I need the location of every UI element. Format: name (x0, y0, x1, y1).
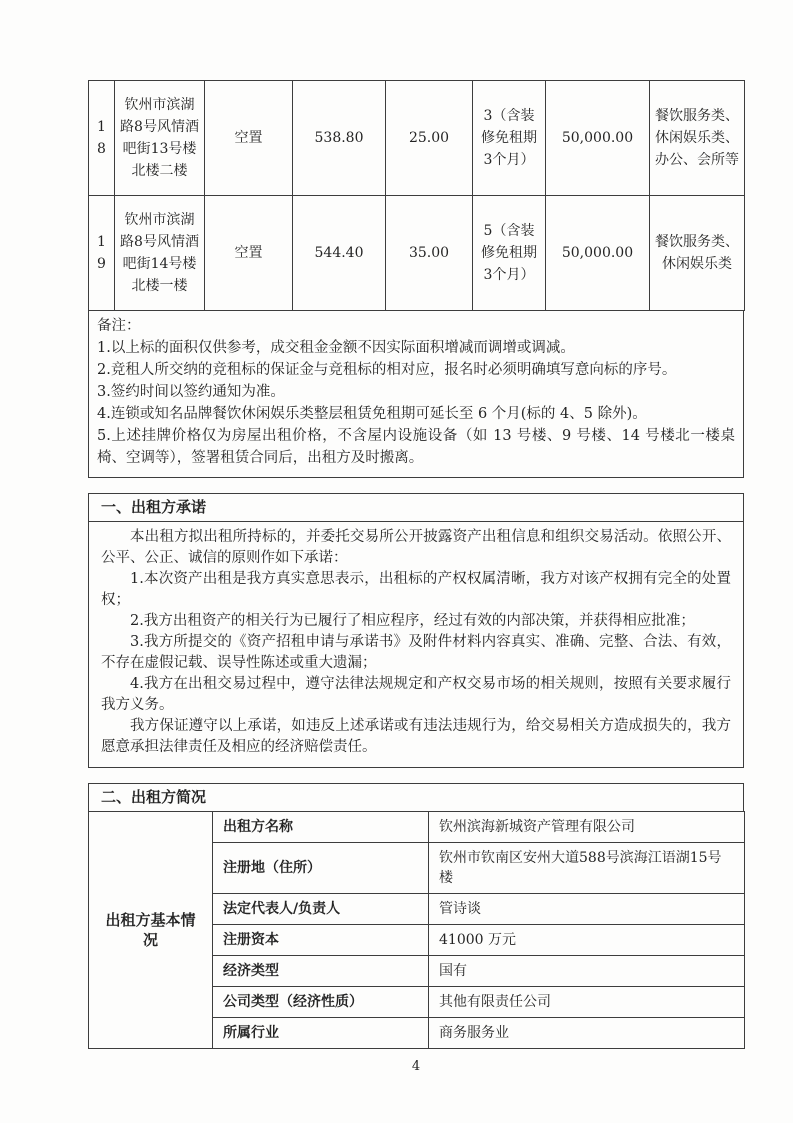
note-item-5: 5.上述挂牌价格仅为房屋出租价格，不含屋内设施设备（如 13 号楼、9 号楼、14 号楼北一楼桌椅、空调等），签署租赁合同后，出租方及时搬离。 (97, 428, 735, 466)
profile-field-value: 管诗谈 (429, 894, 745, 925)
profile-field-label: 所属行业 (213, 1018, 429, 1049)
notes-title: 备注： (97, 318, 141, 334)
note-item-3: 3.签约时间以签约通知为准。 (97, 384, 285, 400)
note-item-2: 2.竞租人所交纳的竞租标的保证金与竞租标的相对应，报名时必须明确填写意向标的序号。 (97, 362, 677, 378)
profile-table (88, 811, 745, 1049)
listing-row-18 (89, 81, 745, 196)
page-number: 4 (411, 1059, 421, 1074)
listing-area: 544.40 (293, 196, 386, 311)
profile-group-label: 出租方基本情况 (89, 812, 213, 1049)
listing-lease-term: 3（含装修免租期3个月） (473, 81, 546, 196)
section-commitment-title: 一、出租方承诺 (88, 493, 744, 522)
profile-field-value: 41000 万元 (429, 925, 745, 956)
listing-status: 空置 (205, 196, 293, 311)
profile-field-value: 钦州滨海新城资产管理有限公司 (429, 812, 745, 843)
listing-no: 19 (89, 196, 115, 311)
listing-status: 空置 (205, 81, 293, 196)
commitment-paragraph: 2.我方出租资产的相关行为已履行了相应程序，经过有效的内部决策，并获得相应批准； (130, 613, 695, 629)
profile-field-label: 注册地（住所） (213, 843, 429, 894)
profile-field-label: 出租方名称 (213, 812, 429, 843)
section-profile-title: 二、出租方简况 (88, 783, 744, 812)
notes-box (88, 310, 744, 478)
profile-field-value: 钦州市钦南区安州大道588号滨海江语湖15号楼 (429, 843, 745, 894)
listing-area: 538.80 (293, 81, 386, 196)
listing-row-19 (89, 196, 745, 311)
listing-lease-term: 5（含装修免租期3个月） (473, 196, 546, 311)
commitment-paragraph: 我方保证遵守以上承诺，如违反上述承诺或有违法违规行为，给交易相关方造成损失的，我方愿意承担法律责任及相应的经济赔偿责任。 (101, 718, 731, 755)
profile-field-value: 其他有限责任公司 (429, 987, 745, 1018)
commitment-paragraph: 1.本次资产出租是我方真实意思表示，出租标的产权权属清晰，我方对该产权拥有完全的处置权； (101, 571, 731, 608)
profile-field-label: 注册资本 (213, 925, 429, 956)
note-item-1: 1.以上标的面积仅供参考，成交租金金额不因实际面积增减而调增或调减。 (97, 340, 575, 356)
listing-usage: 餐饮服务类、休闲娱乐类、办公、会所等 (650, 81, 745, 196)
listing-deposit: 50,000.00 (546, 196, 650, 311)
listing-usage: 餐饮服务类、休闲娱乐类 (650, 196, 745, 311)
listing-location: 钦州市滨湖路8号风情酒吧街14号楼北楼一楼 (115, 196, 205, 311)
section-commitment-body (88, 522, 744, 768)
profile-row (89, 812, 745, 843)
profile-field-label: 经济类型 (213, 956, 429, 987)
commitment-paragraph: 本出租方拟出租所持标的，并委托交易所公开披露资产出租信息和组织交易活动。依照公开、公平、公正、诚信的原则作如下承诺： (101, 529, 731, 566)
section-commitment (88, 493, 744, 768)
commitment-paragraph: 3.我方所提交的《资产招租申请与承诺书》及附件材料内容真实、准确、完整、合法、有效，不存在虚假记载、误导性陈述或重大遗漏； (101, 634, 731, 671)
listing-table (88, 80, 745, 311)
profile-field-label: 公司类型（经济性质） (213, 987, 429, 1018)
listing-rent: 35.00 (386, 196, 473, 311)
page-content (88, 80, 744, 1074)
profile-field-label: 法定代表人/负责人 (213, 894, 429, 925)
listing-location: 钦州市滨湖路8号风情酒吧街13号楼北楼二楼 (115, 81, 205, 196)
note-item-4: 4.连锁或知名品牌餐饮休闲娱乐类整层租赁免租期可延长至 6 个月(标的 4、5 除外)。 (97, 406, 647, 422)
section-profile (88, 783, 744, 1049)
listing-no: 18 (89, 81, 115, 196)
profile-field-value: 商务服务业 (429, 1018, 745, 1049)
profile-field-value: 国有 (429, 956, 745, 987)
listing-rent: 25.00 (386, 81, 473, 196)
commitment-paragraph: 4.我方在出租交易过程中，遵守法律法规规定和产权交易市场的相关规则，按照有关要求履行我方义务。 (101, 676, 731, 713)
listing-deposit: 50,000.00 (546, 81, 650, 196)
